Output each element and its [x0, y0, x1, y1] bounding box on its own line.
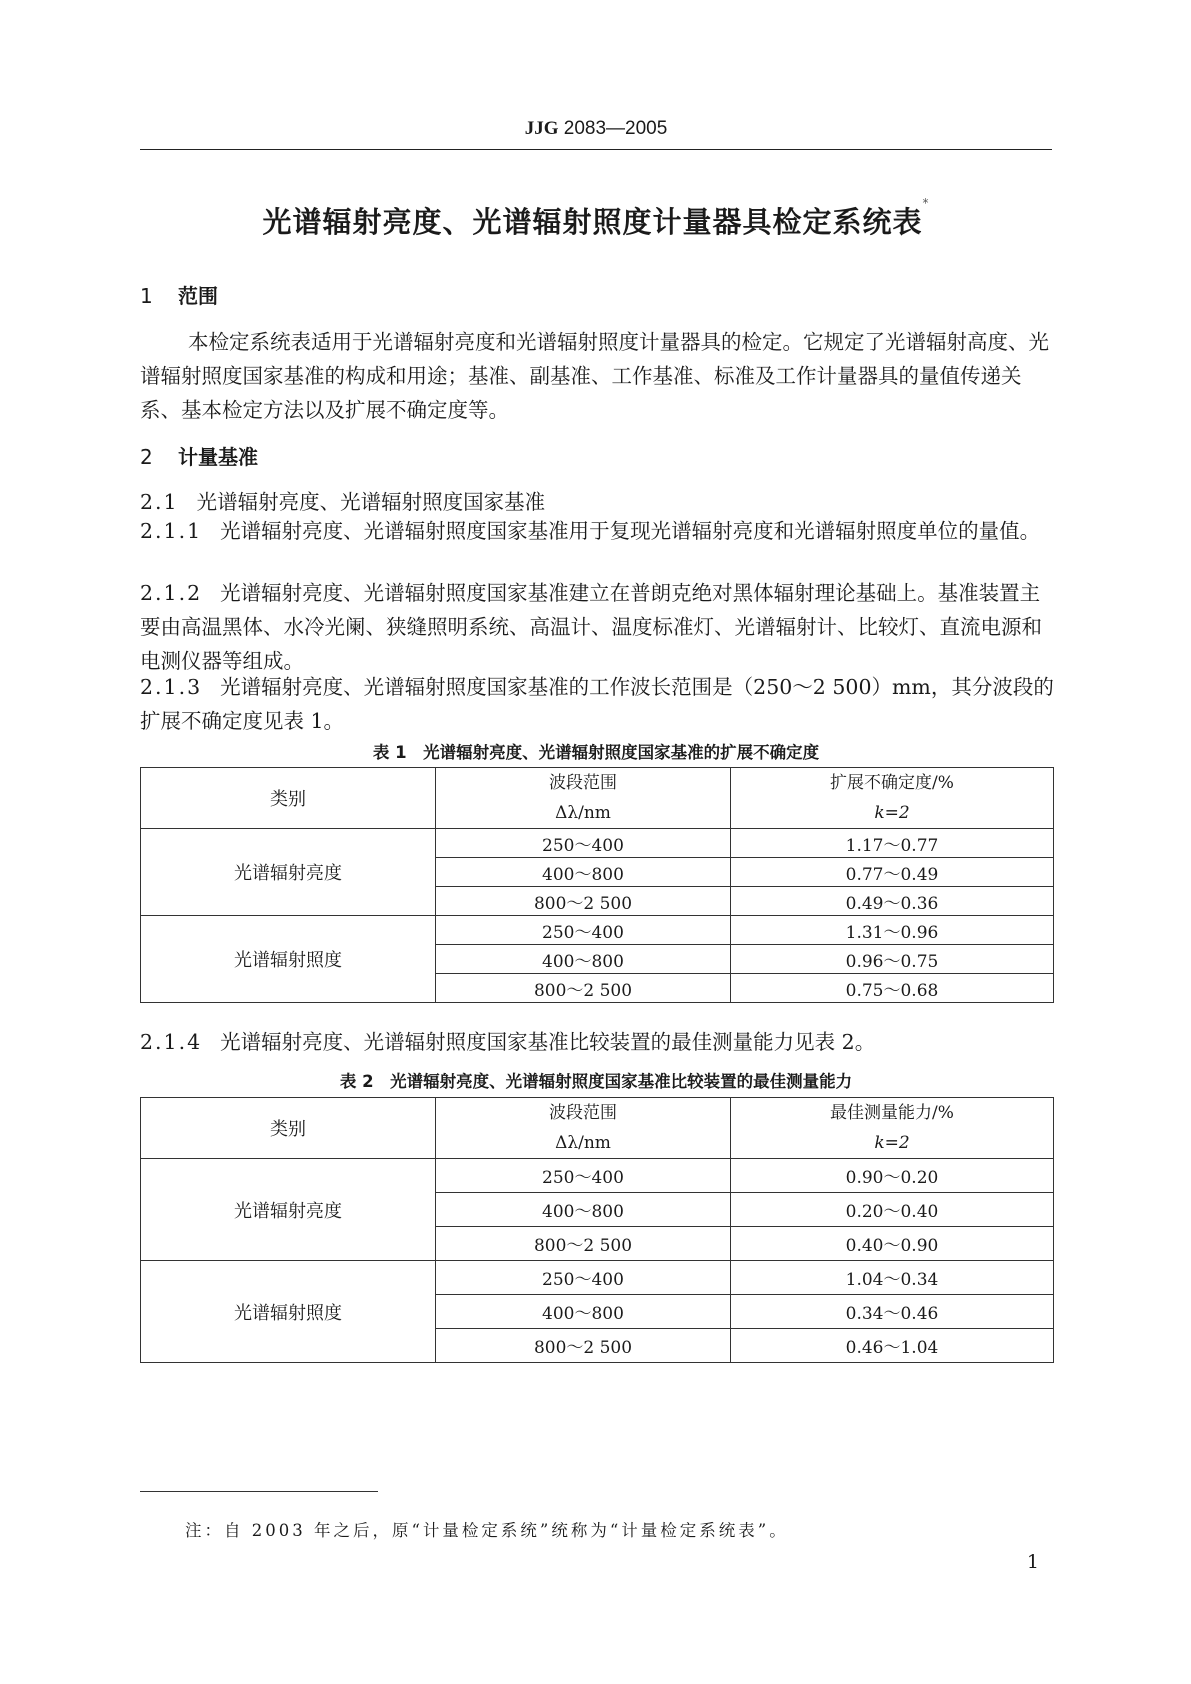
range-cell: 400～800 — [436, 1295, 731, 1329]
table-row — [141, 829, 1054, 858]
table-header-row — [141, 768, 1054, 829]
section-1-heading — [140, 280, 218, 309]
category-cell: 光谱辐射亮度 — [141, 829, 436, 916]
value-cell: 0.49～0.36 — [731, 887, 1054, 916]
table-row — [141, 1261, 1054, 1295]
value-cell: 0.75～0.68 — [731, 974, 1054, 1003]
clause-text: 光谱辐射亮度、光谱辐射照度国家基准的工作波长范围是（250～2 500）mm，其分波段的扩展不确定度见表 1。 — [140, 675, 1054, 733]
category-cell: 光谱辐射亮度 — [141, 1159, 436, 1261]
document-title — [140, 196, 1052, 241]
value-cell: 1.04～0.34 — [731, 1261, 1054, 1295]
standard-code-prefix: JJG — [524, 118, 559, 139]
value-cell: 0.46～1.04 — [731, 1329, 1054, 1363]
table-header-row — [141, 1098, 1054, 1159]
section-1-paragraph — [140, 325, 1060, 427]
clause-2-1-3 — [140, 670, 1060, 738]
paragraph-text: 本检定系统表适用于光谱辐射亮度和光谱辐射照度计量器具的检定。它规定了光谱辐射高度、光谱辐射照度国家基准的构成和用途；基准、副基准、工作基准、标准及工作计量器具的量值传递关系、基本检定方法以及扩展不确定度等。 — [140, 330, 1049, 422]
table-1 — [140, 767, 1054, 1003]
document-title-text: 光谱辐射亮度、光谱辐射照度计量器具检定系统表 — [262, 205, 923, 239]
clause-number: 2.1.2 — [140, 581, 203, 605]
table-2 — [140, 1097, 1054, 1363]
value-cell: 0.34～0.46 — [731, 1295, 1054, 1329]
header-value: 扩展不确定度/% k=2 — [731, 768, 1054, 829]
header-range: 波段范围 Δλ/nm — [436, 1098, 731, 1159]
section-title: 范围 — [178, 284, 218, 308]
category-cell: 光谱辐射照度 — [141, 1261, 436, 1363]
table-2-caption: 表 2 光谱辐射亮度、光谱辐射照度国家基准比较装置的最佳测量能力 — [339, 1072, 853, 1091]
range-cell: 800～2 500 — [436, 887, 731, 916]
header-value: 最佳测量能力/% k=2 — [731, 1098, 1054, 1159]
footnote-rule — [140, 1491, 378, 1492]
header-range: 波段范围 Δλ/nm — [436, 768, 731, 829]
header-category: 类别 — [141, 768, 436, 829]
section-2-heading — [140, 441, 258, 470]
section-title: 计量基准 — [178, 445, 258, 469]
clause-text: 光谱辐射亮度、光谱辐射照度国家基准比较装置的最佳测量能力见表 2。 — [220, 1030, 876, 1054]
value-cell: 0.90～0.20 — [731, 1159, 1054, 1193]
range-cell: 800～2 500 — [436, 1329, 731, 1363]
document-header — [140, 118, 1052, 140]
clause-2-1-4 — [140, 1025, 1060, 1059]
footnote-mark: * — [922, 196, 930, 210]
clause-2-1-1 — [140, 514, 1060, 548]
value-cell: 0.40～0.90 — [731, 1227, 1054, 1261]
clause-number: 2.1.3 — [140, 675, 203, 699]
value-cell: 0.77～0.49 — [731, 858, 1054, 887]
value-cell: 0.96～0.75 — [731, 945, 1054, 974]
value-cell: 1.17～0.77 — [731, 829, 1054, 858]
value-cell: 1.31～0.96 — [731, 916, 1054, 945]
clause-text: 光谱辐射亮度、光谱辐射照度国家基准用于复现光谱辐射亮度和光谱辐射照度单位的量值。 — [220, 519, 1041, 543]
table-row — [141, 1159, 1054, 1193]
range-cell: 800～2 500 — [436, 1227, 731, 1261]
clause-number: 2.1.4 — [140, 1030, 203, 1054]
range-cell: 400～800 — [436, 1193, 731, 1227]
table-1-caption: 表 1 光谱辐射亮度、光谱辐射照度国家基准的扩展不确定度 — [372, 743, 820, 762]
section-number: 2 — [140, 445, 153, 469]
clause-text: 光谱辐射亮度、光谱辐射照度国家基准建立在普朗克绝对黑体辐射理论基础上。基准装置主要由高温黑体、水冷光阑、狭缝照明系统、高温计、温度标准灯、光谱辐射计、比较灯、直流电源和电测仪器等组成。 — [140, 581, 1042, 673]
table-row — [141, 916, 1054, 945]
category-cell: 光谱辐射照度 — [141, 916, 436, 1003]
range-cell: 400～800 — [436, 945, 731, 974]
value-cell: 0.20～0.40 — [731, 1193, 1054, 1227]
clause-number: 2.1.1 — [140, 519, 203, 543]
page-number: 1 — [1026, 1551, 1039, 1573]
header-rule — [140, 149, 1052, 150]
header-category: 类别 — [141, 1098, 436, 1159]
range-cell: 800～2 500 — [436, 974, 731, 1003]
range-cell: 250～400 — [436, 829, 731, 858]
clause-2-1-2 — [140, 576, 1060, 678]
footnote-text: 注：自 2003 年之后，原“计量检定系统”统称为“计量检定系统表”。 — [185, 1521, 789, 1540]
clause-number: 2.1 — [140, 490, 179, 514]
range-cell: 250～400 — [436, 1261, 731, 1295]
section-number: 1 — [140, 284, 153, 308]
clause-text: 光谱辐射亮度、光谱辐射照度国家基准 — [196, 490, 546, 514]
standard-code-number: 2083—2005 — [563, 118, 668, 139]
range-cell: 250～400 — [436, 916, 731, 945]
range-cell: 250～400 — [436, 1159, 731, 1193]
range-cell: 400～800 — [436, 858, 731, 887]
